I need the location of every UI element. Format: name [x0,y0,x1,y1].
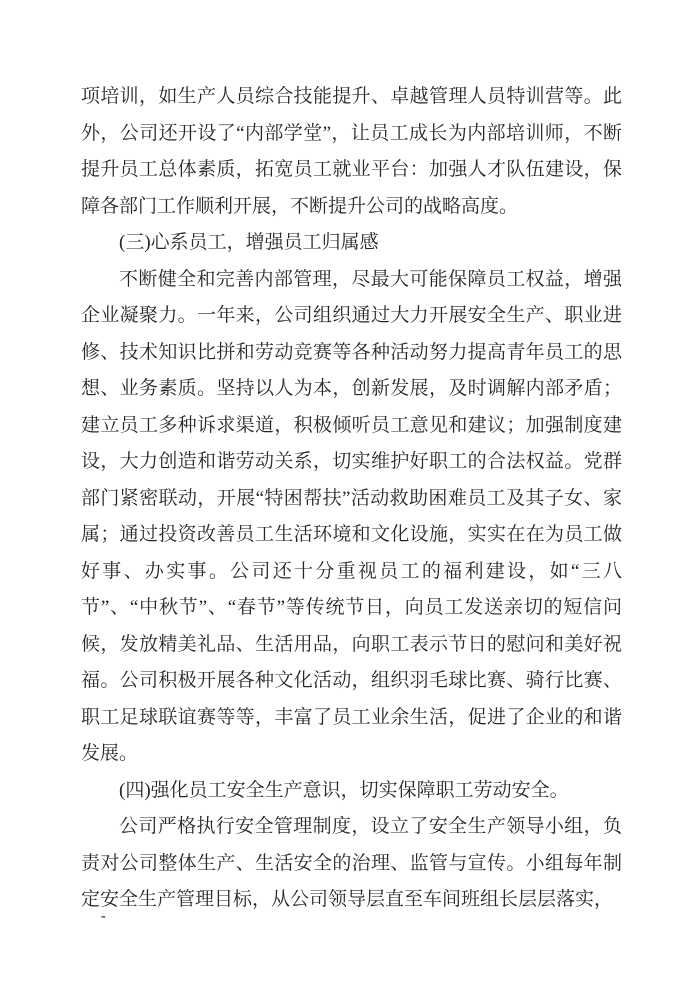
section-heading-3: (三)心系员工，增强员工归属感 [119,232,379,253]
section-heading-4: (四)强化员工安全生产意识，切实保障职工劳动安全。 [119,779,569,801]
paragraph-continuation: 项培训，如生产人员综合技能提升、卓越管理人员特训营等。此外，公司还开设了“内部学堂”，让员工成长为内部培训师，不断提升员工总体素质，拓宽员工就业平台：加强人才队伍建设，保障各部门工作顺利开展，不断提升公司的战略高度。 [81,86,622,217]
paragraph-employee-care: 不断健全和完善内部管理，尽最大可能保障员工权益，增强企业凝聚力。一年来，公司组织通过大力开展安全生产、职业进修、技术知识比拼和劳动竞赛等各种活动努力提高青年员工的思想、业务素质。坚持以人为本，创新发展，及时调解内部矛盾；建立员工多种诉求渠道，积极倾听员工意见和建议；加强制度建设，大力创造和谐劳动关系，切实维护好职工的合法权益。党群部门紧密联动，开展“特困帮扶”活动救助困难员工及其子女、家属；通过投资改善员工生活环境和文化设施，实实在在为员工做好事、办实事。公司还十分重视员工的福利建设，如“三八节”、“中秋节”、“春节”等传统节日，向员工发送亲切的短信问候，发放精美礼品、生活用品，向职工表示节日的慰问和美好祝福。公司积极开展各种文化活动，组织羽毛球比赛、骑行比赛、职工足球联谊赛等等，丰富了员工业余生活，促进了企业的和谐发展。 [81,268,622,764]
stray-mark: - [101,909,106,924]
document-body [81,79,622,919]
paragraph-safety-production: 公司严格执行安全管理制度，设立了安全生产领导小组，负责对公司整体生产、生活安全的治理、监管与宣传。小组每年制定安全生产管理目标，从公司领导层直至车间班组长层层落实， [81,816,622,910]
